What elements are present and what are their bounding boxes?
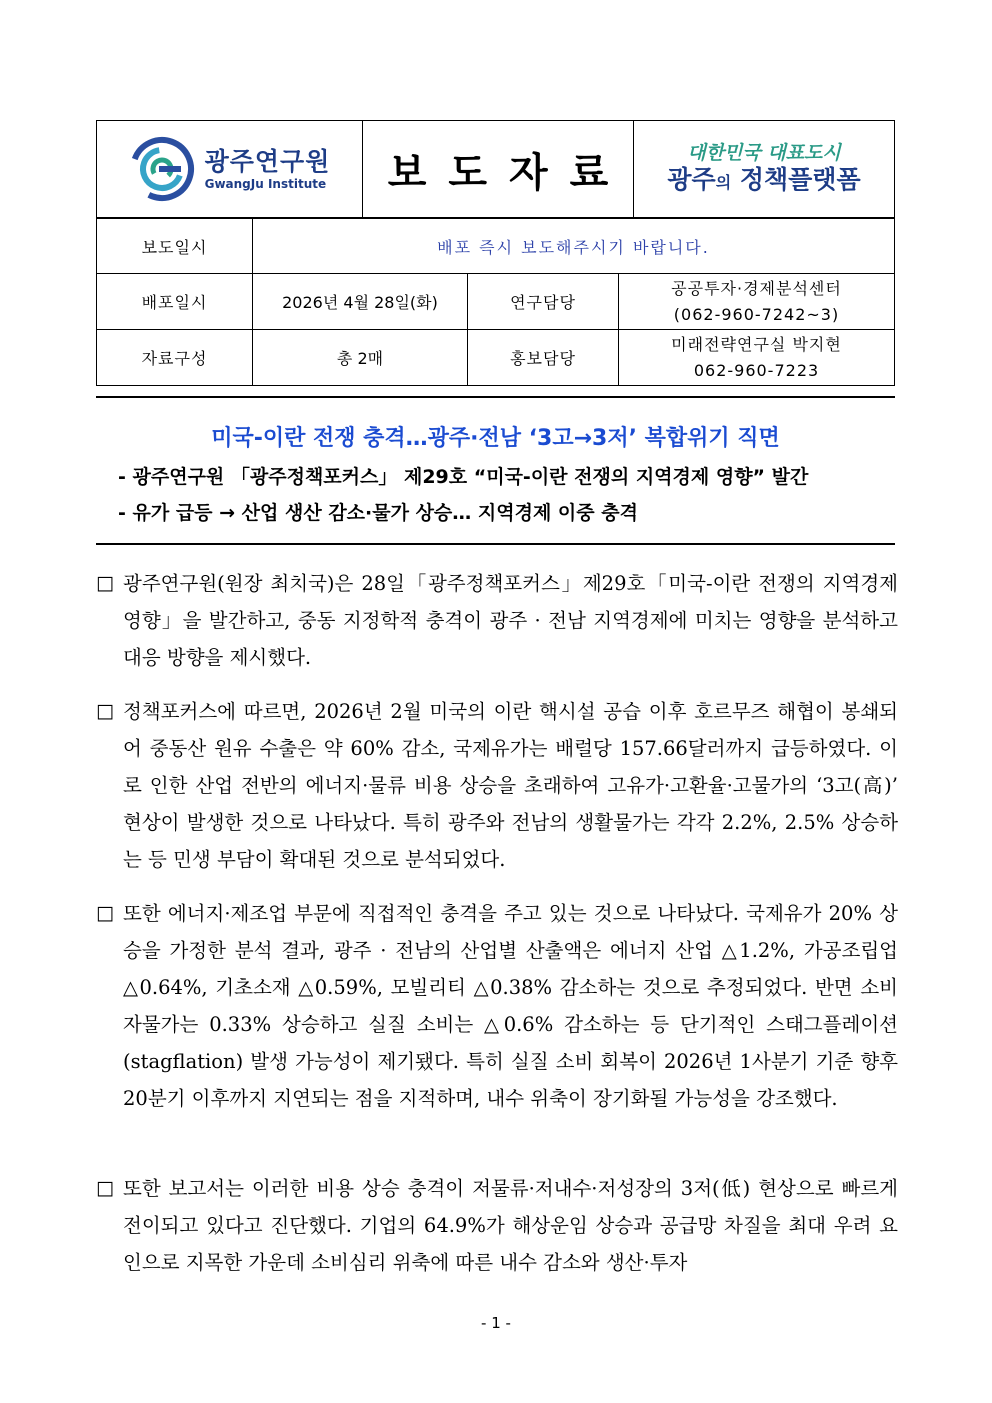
materials-label: 자료구성 xyxy=(97,330,253,386)
subheading-2: - 유가 급등 → 산업 생산 감소·물가 상승… 지역경제 이중 충격 xyxy=(118,502,638,524)
paragraph-1 xyxy=(96,565,898,676)
research-contact-label: 연구담당 xyxy=(468,274,619,330)
table-row xyxy=(97,330,895,386)
research-dept: 공공투자·경제분석센터 xyxy=(671,278,842,298)
institute-logo xyxy=(129,136,331,202)
logo-cell xyxy=(97,121,363,217)
slogan-cell xyxy=(634,121,894,217)
page-number: - 1 - xyxy=(481,1314,511,1332)
research-phone: (062-960-7242~3) xyxy=(673,304,840,324)
logo-english-name: GwangJu Institute xyxy=(204,177,327,191)
bullet-box-icon: □ xyxy=(96,1177,114,1199)
table-row xyxy=(97,274,895,330)
bullet-box-icon: □ xyxy=(96,572,114,594)
release-info-table xyxy=(96,218,895,386)
materials-value: 총 2매 xyxy=(253,330,468,386)
release-date-value: 2026년 4월 28일(화) xyxy=(253,274,468,330)
slogan-bottom xyxy=(667,165,860,198)
paragraph-3 xyxy=(96,895,898,1117)
paragraph-text: 또한 보고서는 이러한 비용 상승 충격이 저물류·저내수·저성장의 3저(低) 현상으로 빠르게 전이되고 있다고 진단했다. 기업의 64.9%가 해상운임 상승과 공급망 차질을 최대 우려 요인으로 지목한 가운데 소비심리 위축에 따른 내수 감소와 생산·투자 xyxy=(123,1177,898,1274)
press-header xyxy=(96,120,895,218)
table-row xyxy=(97,219,895,274)
title-cell xyxy=(363,121,634,217)
subheading-1: - 광주연구원 「광주정책포커스」 제29호 “미국-이란 전쟁의 지역경제 영향” 발간 xyxy=(118,466,809,488)
research-contact-value xyxy=(619,274,895,330)
logo-korean-name: 광주연구원 xyxy=(204,147,331,176)
headline: 미국-이란 전쟁 충격…광주·전남 ‘3고→3저’ 복합위기 직면 xyxy=(211,426,780,451)
report-time-value: 배포 즉시 보도해주시기 바랍니다. xyxy=(253,219,895,274)
divider-bottom xyxy=(96,543,895,545)
pr-contact-label: 홍보담당 xyxy=(468,330,619,386)
slogan-city: 광주 xyxy=(667,164,716,194)
slogan-particle: 의 xyxy=(715,172,732,192)
paragraph-text: 정책포커스에 따르면, 2026년 2월 미국의 이란 핵시설 공습 이후 호르무즈 해협이 봉쇄되어 중동산 원유 수출은 약 60% 감소, 국제유가는 배럴당 157.66달러까지 급등하였다. 이로 인한 산업 전반의 에너지·물류 비용 상승을 초래하여 고유가·고환율·고물가의 ‘3고(高)’ 현상이 발생한 것으로 나타났다. 특히 광주와 전남의 생활물가는 각각 2.2%, 2.5% 상승하는 등 민생 부담이 확대된 것으로 분석되었다. xyxy=(123,700,898,871)
bullet-box-icon: □ xyxy=(96,902,114,924)
paragraph-text: 또한 에너지·제조업 부문에 직접적인 충격을 주고 있는 것으로 나타났다. 국제유가 20% 상승을 가정한 분석 결과, 광주 · 전남의 산업별 산출액은 에너지 산업 △1.2%, 가공조립업 △0.64%, 기초소재 △0.59%, 모빌리티 △0.38% 감소하는 것으로 추정되었다. 반면 소비자물가는 0.33% 상승하고 실질 소비는 △0.6% 감소하는 등 단기적인 스태그플레이션(stagflation) 발생 가능성이 제기됐다. 특히 실질 소비 회복이 2026년 1사분기 기준 향후 20분기 이후까지 지연되는 점을 지적하며, 내수 위축이 장기화될 가능성을 강조했다. xyxy=(123,902,898,1110)
slogan-top: 대한민국 대표도시 xyxy=(687,141,841,164)
paragraph-2 xyxy=(96,693,898,878)
release-date-label: 배포일시 xyxy=(97,274,253,330)
institute-emblem-icon xyxy=(129,136,195,202)
press-release-title: 보도자료 xyxy=(387,149,631,196)
paragraph-4 xyxy=(96,1170,898,1281)
pr-phone: 062-960-7223 xyxy=(693,360,820,380)
divider-top xyxy=(96,396,895,398)
pr-name: 미래전략연구실 박지현 xyxy=(671,334,842,354)
report-time-label: 보도일시 xyxy=(97,219,253,274)
slogan-platform: 정책플랫폼 xyxy=(731,164,861,194)
pr-contact-value xyxy=(619,330,895,386)
paragraph-text: 광주연구원(원장 최치국)은 28일「광주정책포커스」제29호「미국-이란 전쟁의 지역경제 영향」을 발간하고, 중동 지정학적 충격이 광주 · 전남 지역경제에 미치는 영향을 분석하고 대응 방향을 제시했다. xyxy=(123,572,898,669)
bullet-box-icon: □ xyxy=(96,700,114,722)
